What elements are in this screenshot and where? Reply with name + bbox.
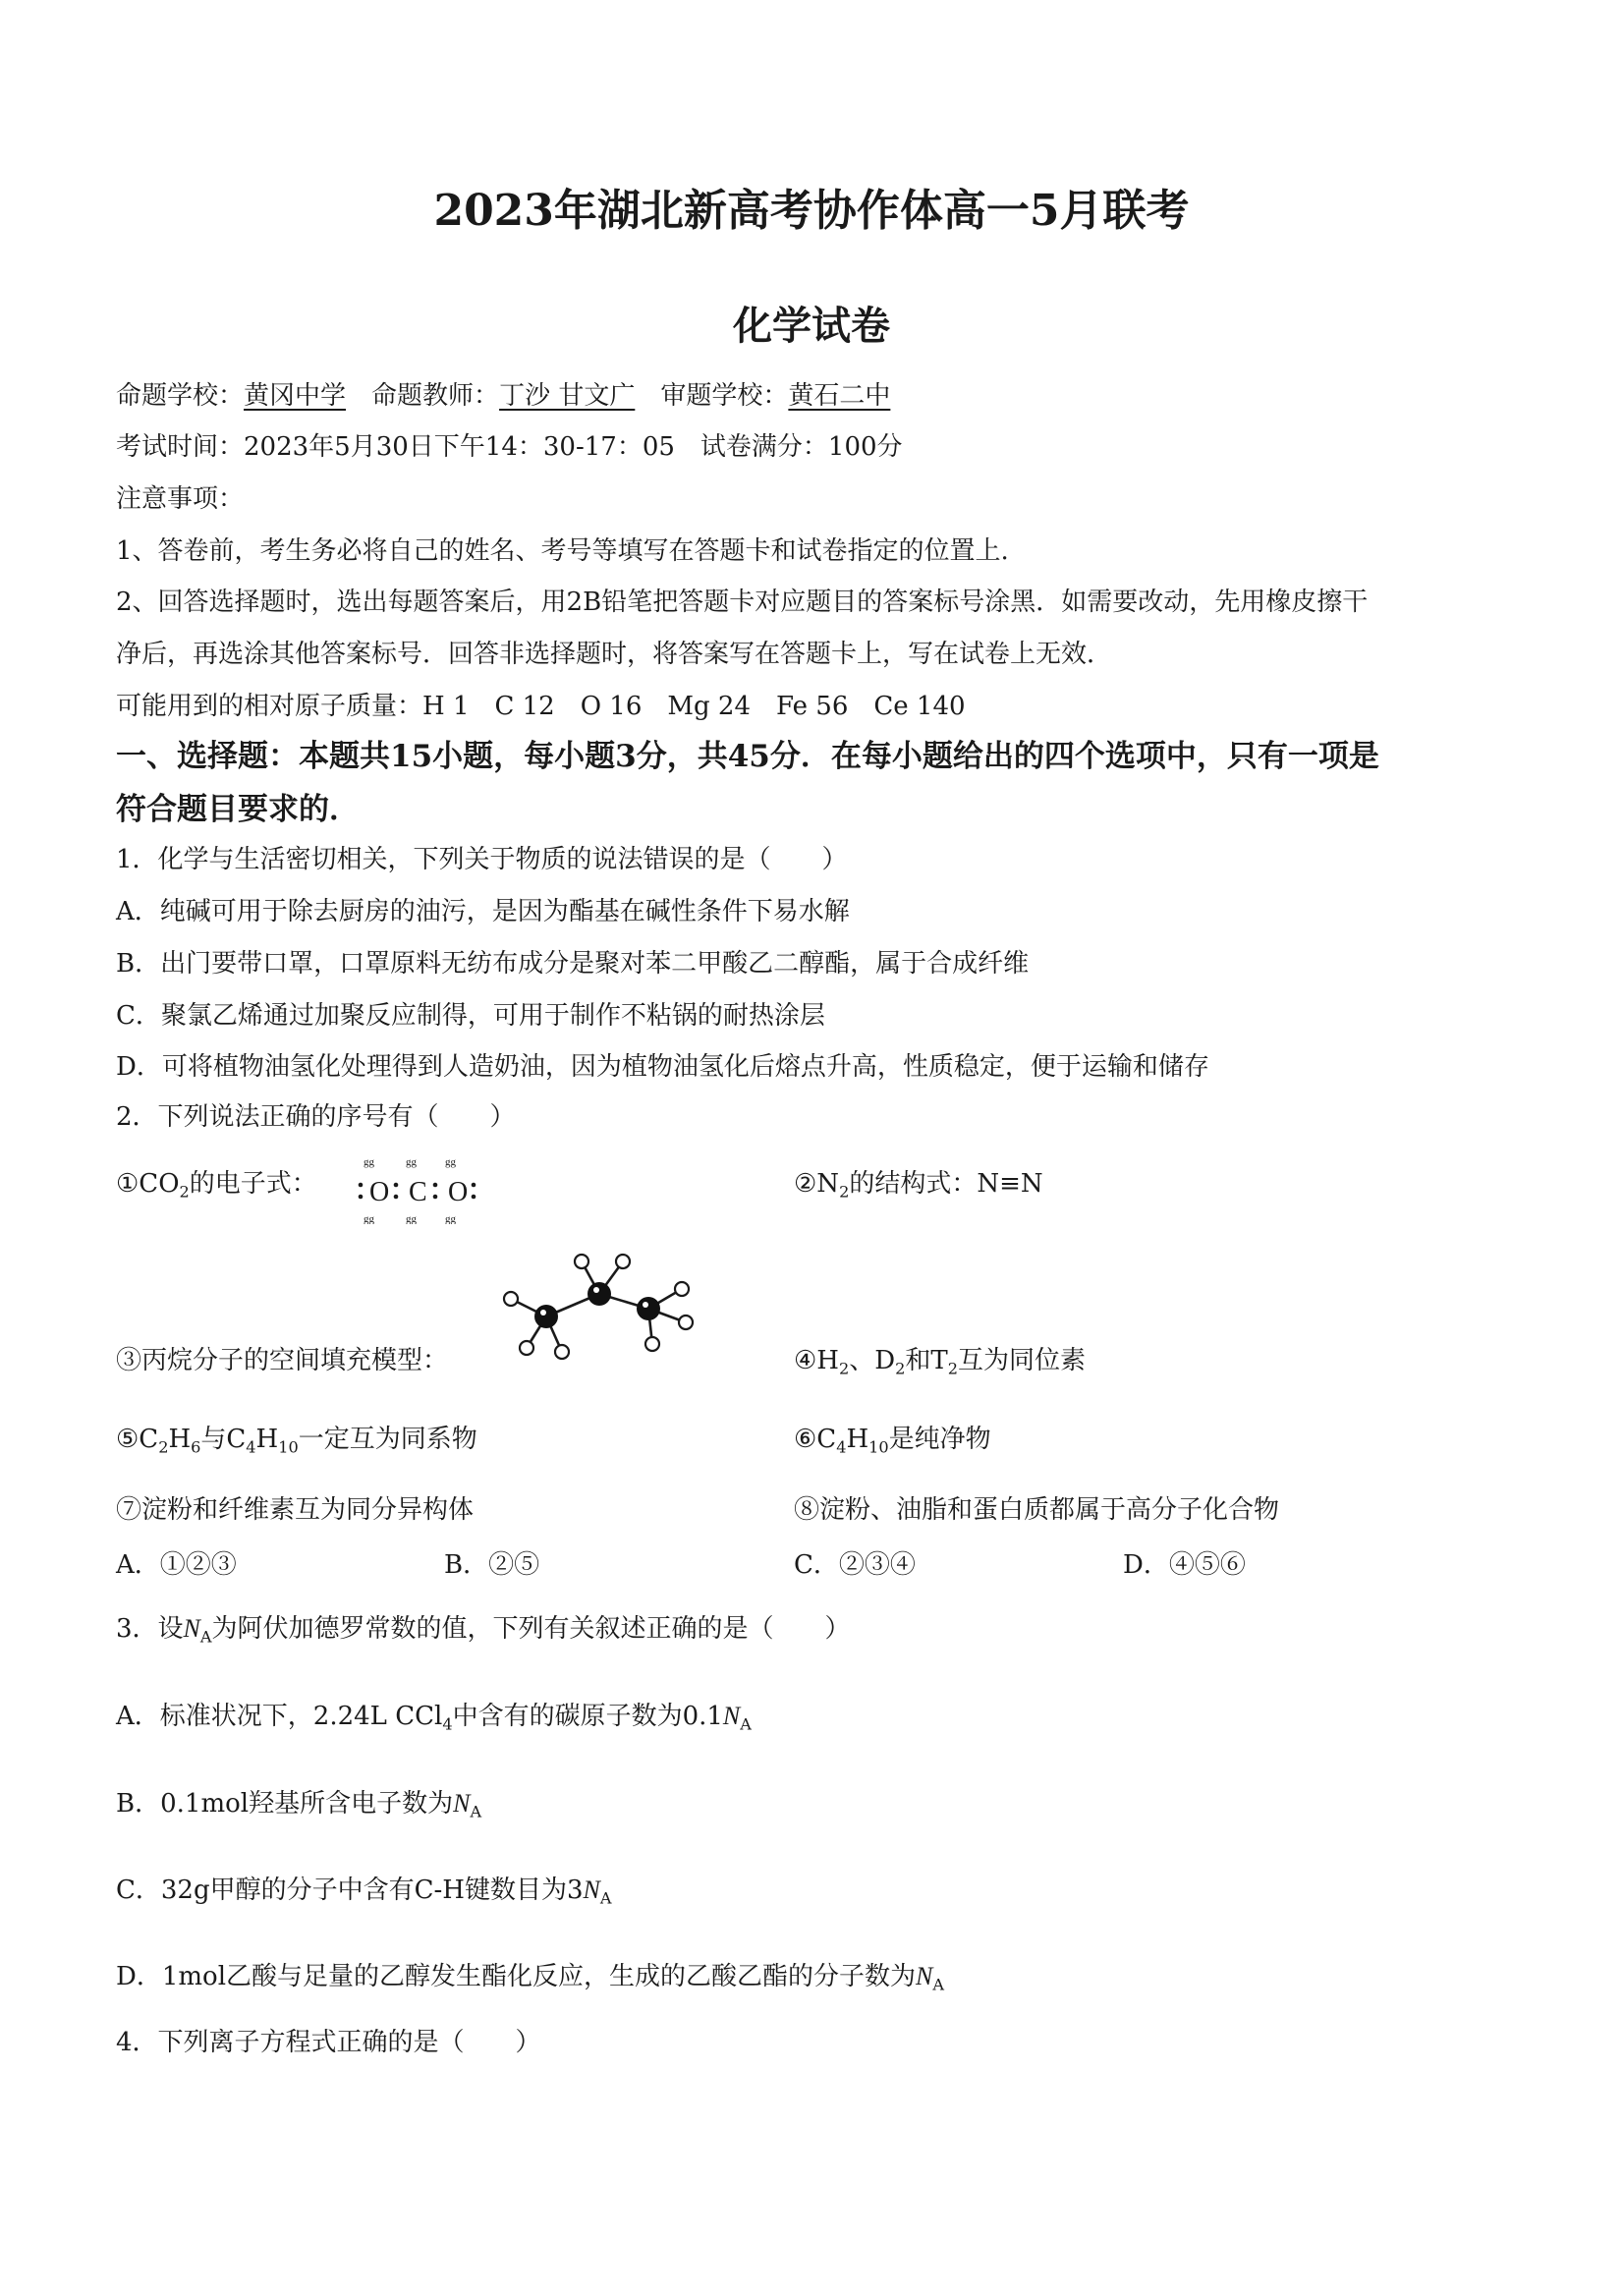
q4-stem: 4．下列离子方程式正确的是（ ） [116, 2028, 541, 2057]
notes-heading: 注意事项： [116, 484, 245, 514]
atomic-masses: 可能用到的相对原子质量：H 1 C 12 O 16 Mg 24 Fe 56 Ce 140 [116, 692, 966, 721]
meta-line [116, 381, 890, 412]
review-value: 黄石二中 [788, 381, 891, 411]
school-value: 黄冈中学 [244, 381, 347, 411]
school-label: 命题学校： [116, 381, 245, 411]
q3-option-b: B．0.1mol羟基所含电子数为$N_A$ [116, 1789, 482, 1821]
q2-statement-8: ⑧淀粉、油脂和蛋白质都属于高分子化合物 [794, 1495, 1280, 1525]
note-item-1: 1、答卷前，考生务必将自己的姓名、考号等填写在答题卡和试卷指定的位置上. [116, 536, 1009, 566]
q2-statement-2: $②N_2$的结构式：N≡N [794, 1169, 1043, 1202]
q2-stem: 2．下列说法正确的序号有（ ） [116, 1102, 516, 1132]
q1-option-d: D．可将植物油氢化处理得到人造奶油，因为植物油氢化后熔点升高，性质稳定，便于运输和储存 [116, 1052, 1209, 1082]
exam-time: 考试时间：2023年5月30日下午14：30-17：05 试卷满分：100分 [116, 432, 903, 462]
exam-title: 2023年湖北新高考协作体高一5月联考 [433, 186, 1190, 236]
lewis-atom-c: C [409, 1177, 427, 1207]
q2-statement-6: $⑥C_4H_{10}$是纯净物 [794, 1425, 991, 1457]
q2-option-b: B．②⑤ [444, 1550, 540, 1580]
q2-statement-4: $④H_2$、$D_2$和$T_2$互为同位素 [794, 1346, 1086, 1378]
lewis-dot-label: gg [445, 1156, 456, 1168]
propane-ball-stick-model [491, 1240, 707, 1368]
q2-statement-7: ⑦淀粉和纤维素互为同分异构体 [116, 1495, 475, 1525]
lewis-dot-label: gg [364, 1156, 374, 1168]
teacher-label: 命题教师： [371, 381, 500, 411]
lewis-dot-label: gg [364, 1213, 374, 1224]
lewis-atom-o2: O [448, 1177, 469, 1207]
q3-option-c: C．32g甲醇的分子中含有C-H键数目为$3N_A$ [116, 1876, 612, 1908]
section-heading-a: 一、选择题：本题共15小题，每小题3分，共45分．在每小题给出的四个选项中，只有一项是 [116, 739, 1379, 774]
q2-statement-5: $⑤C_2H_6$与$C_4H_{10}$一定互为同系物 [116, 1425, 477, 1457]
q1-stem: 1．化学与生活密切相关，下列关于物质的说法错误的是（ ） [116, 845, 848, 874]
q1-option-a: A．纯碱可用于除去厨房的油污，是因为酯基在碱性条件下易水解 [116, 897, 850, 926]
q3-stem: 3．设$N_A$为阿伏加德罗常数的值，下列有关叙述正确的是（ ） [116, 1614, 851, 1647]
section-heading-b: 符合题目要求的． [116, 792, 360, 827]
note-item-2a: 2、回答选择题时，选出每题答案后，用2B铅笔把答题卡对应题目的答案标号涂黑．如需要改动，先用橡皮擦干 [116, 588, 1369, 617]
lewis-dot-label: gg [406, 1156, 417, 1168]
review-label: 审题学校： [660, 381, 789, 411]
q1-option-c: C．聚氯乙烯通过加聚反应制得，可用于制作不粘锅的耐热涂层 [116, 1001, 825, 1031]
lewis-atom-o1: O [369, 1177, 390, 1207]
co2-lewis-structure [352, 1155, 481, 1224]
q2-option-a: A．①②③ [116, 1550, 237, 1580]
q1-option-b: B．出门要带口罩，口罩原料无纺布成分是聚对苯二甲酸乙二醇酯，属于合成纤维 [116, 949, 1030, 979]
q2-option-d: D．④⑤⑥ [1123, 1550, 1246, 1580]
lewis-dot-label: gg [406, 1213, 417, 1224]
q2-statement-1: $①CO_2$的电子式： [116, 1169, 317, 1202]
note-item-2b: 净后，再选涂其他答案标号．回答非选择题时，将答案写在答题卡上，写在试卷上无效． [116, 640, 1113, 669]
q3-option-a: A．标准状况下，2.24L CCl$_4$中含有的碳原子数为$0.1N_A$ [116, 1702, 752, 1734]
q3-option-d: D．1mol乙酸与足量的乙醇发生酯化反应，生成的乙酸乙酯的分子数为$N_A$ [116, 1962, 944, 1994]
q2-option-c: C．②③④ [794, 1550, 916, 1580]
teacher-value: 丁沙 甘文广 [499, 381, 636, 411]
q2-statement-3: ③丙烷分子的空间填充模型： [116, 1346, 449, 1375]
lewis-dot-label: gg [445, 1213, 456, 1224]
exam-subtitle: 化学试卷 [733, 303, 890, 349]
